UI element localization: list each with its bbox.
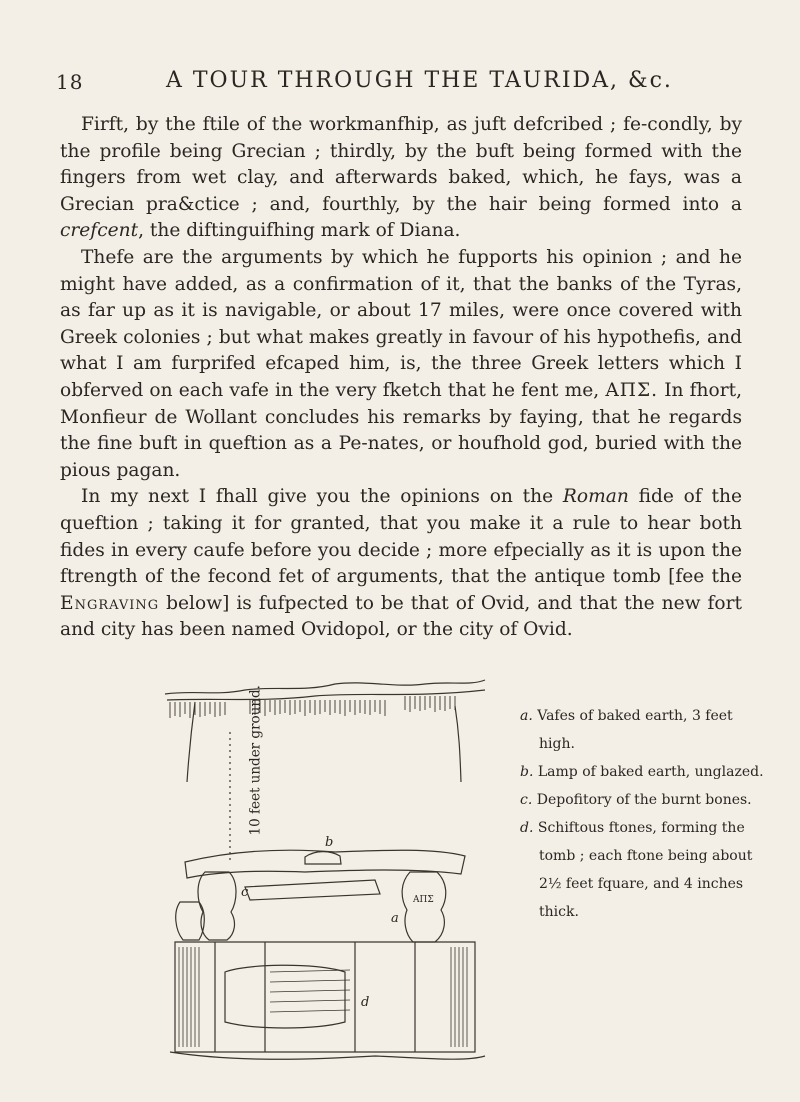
legend-key: b. [520,764,534,780]
legend-text: Vafes of baked earth, 3 feet [537,708,733,724]
vase-greek-letters: ΑΠΣ [413,895,434,905]
paragraph-3-before: In my next I fhall give you the opinions on the [81,486,554,508]
paragraph-2-before: Thefe are the arguments by which he fupports his opinion ; and he might have added, as a confirmation of it, that the banks of the Tyras, as far up as it is navigable, or about 17 miles, were once covered with Greek colonies ; but what makes greatly in favour of his hypothefis, and what I am furprifed efcaped him, is, the three Greek letters which I obferved on each vafe in the very fketch that he fent me, [60,246,742,401]
paragraph-1-tail: , the diftinguifhing mark of Diana. [138,220,461,242]
greek-letters: ΑΠΣ. [605,379,659,401]
paragraph-3-middle: fide of the queftion ; taking it for granted, that you make it a rule to hear both fides in every caufe before you decide ; more efpecially as it is upon the ftrength of the fecond fet of arguments, that the antique tomb [fee the [60,486,742,588]
legend-text: Schiftous ftones, forming the [537,820,745,836]
paragraph-1 [60,112,742,245]
legend-key: c. [520,792,533,808]
italic-crescent: crefcent [60,220,139,242]
legend-item-a [520,702,770,730]
depth-label [240,685,270,840]
depth-label-text: 10 feet under ground. [247,685,264,836]
tomb-chamber [175,942,475,1052]
legend-item-c [520,786,770,814]
tomb-engraving [155,672,490,1072]
engraving-mark-b: b [325,835,334,850]
lamp-outline [305,852,341,864]
body-text [60,112,742,644]
engraving-mark-c: c [241,885,249,900]
legend-text: Depofitory of the burnt bones. [536,792,752,808]
paragraph-3 [60,484,742,644]
paragraph-1-text: Firft, by the ftile of the workmanfhip, as juft defcribed ; fe-condly, by the profile being Grecian ; thirdly, by the buft being formed with the fingers from wet clay, and afterwards baked, which, he fays, was a Grecian pra&ctice ; and, fourthly, by the hair being formed into a [60,114,742,215]
paragraph-2-after: In fhort, Monfieur de Wollant concludes his remarks by faying, that he regards the fine buft in queftion as a Pe-nates, or houfhold god, buried with the pious pagan. [60,379,742,481]
running-title: A TOUR THROUGH THE TAURIDA, &c. [166,68,673,93]
legend-key: d. [520,820,534,836]
legend-text: Lamp of baked earth, unglazed. [537,764,764,780]
depository-outline [225,965,345,1028]
page-number: 18 [56,70,84,94]
legend-item-b [520,758,770,786]
smallcaps-engraving: Engraving [60,592,160,614]
legend-continuation: tomb ; each ftone being about 2½ feet fquare, and 4 inches thick. [539,848,753,920]
legend-item-d [520,814,770,842]
vase-right [402,872,446,942]
legend-key: a. [520,708,533,724]
paragraph-3-after: below] is fufpected to be that of Ovid, and that the new fort and city has been named Ovidopol, or the city of Ovid. [60,592,742,641]
legend-continuation: high. [539,736,575,752]
engraving-legend [520,702,770,926]
running-header [56,62,756,102]
italic-roman: Roman [562,486,629,508]
ground-surface [165,680,485,694]
engraving-mark-a: a [391,911,399,926]
paragraph-2 [60,245,742,484]
engraving-mark-d: d [361,995,370,1010]
vase-left-2 [176,902,205,940]
